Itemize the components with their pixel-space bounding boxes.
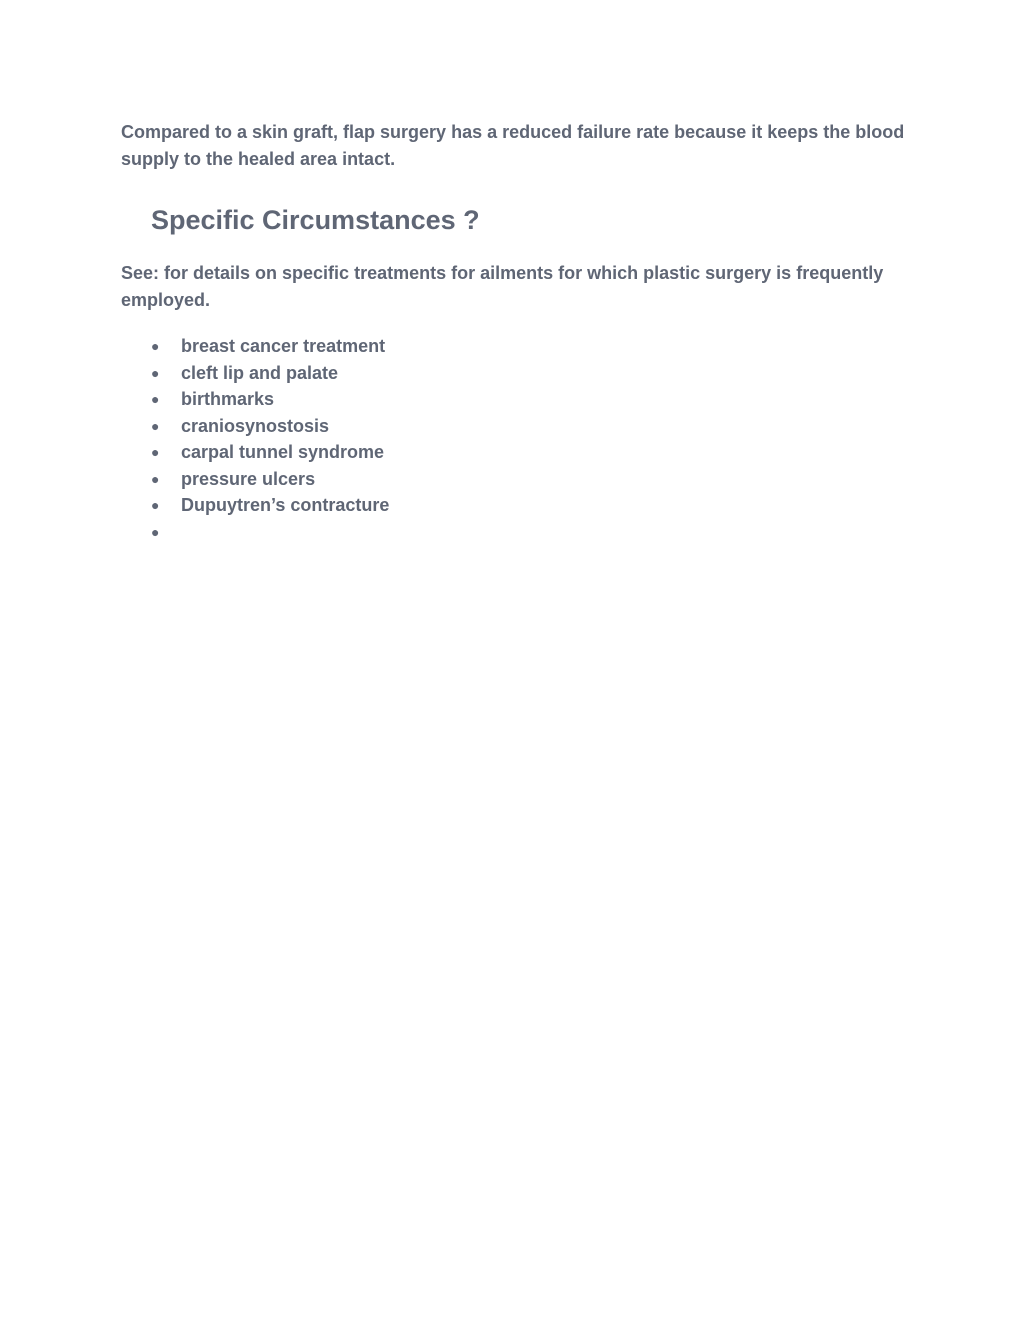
bullet-icon: ● [151,470,160,487]
bullet-icon: ● [151,497,160,513]
bullet-icon: ● [151,417,160,434]
intro-paragraph: Compared to a skin graft, flap surgery has a reduced failure rate because it keeps the blood supply to the healed area intact. [121,122,905,169]
list-item-text: carpal tunnel syndrome [181,442,385,462]
list-item-text: Dupuytren’s contracture [181,495,390,515]
list-item-text: craniosynostosis [181,415,330,436]
bullet-icon: ● [151,364,160,381]
bullet-icon: ● [151,523,160,540]
list-item-text: breast cancer treatment [181,336,386,356]
list-item-text: birthmarks [181,389,275,409]
section-paragraph: See: for details on specific treatments for ailments for which plastic surgery is frequently employed. [121,263,884,310]
section-heading: Specific Circumstances ? [151,205,480,235]
bullet-icon: ● [151,338,160,354]
list-item-text: pressure ulcers [181,468,316,489]
list-item-text: cleft lip and palate [181,362,339,383]
bullet-icon: ● [151,444,160,460]
bullet-icon: ● [151,391,160,407]
